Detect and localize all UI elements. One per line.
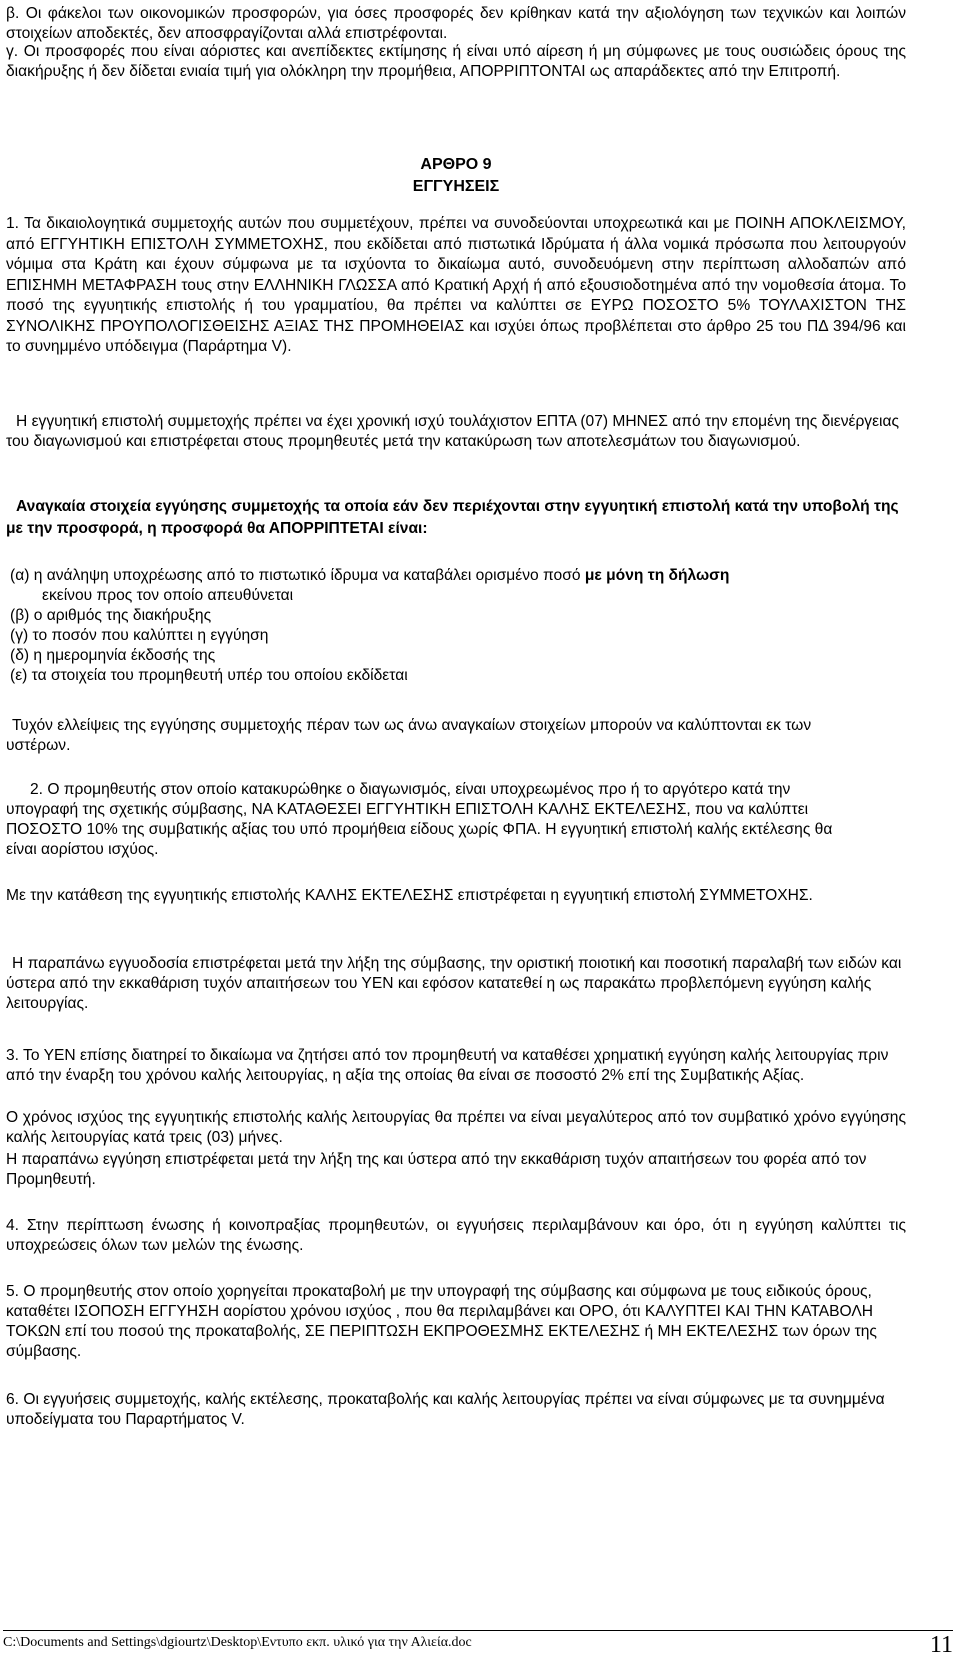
paragraph-6: 6. Οι εγγυήσεις συμμετοχής, καλής εκτέλεσης, προκαταβολής και καλής λειτουργίας πρέπει να είναι σύμφωνες με τα συνημμένα υποδείγματα του Παραρτήματος V. <box>6 1391 885 1428</box>
article-number: ΑΡΘΡΟ 9 <box>420 156 492 173</box>
page-footer <box>3 1630 953 1658</box>
paragraph-deposit: Με την κατάθεση της εγγυητικής επιστολής ΚΑΛΗΣ ΕΚΤΕΛΕΣΗΣ επιστρέφεται η εγγυητική επιστολή ΣΥΜΜΕΤΟΧΗΣ. <box>6 887 813 904</box>
list-item: (ε) τα στοιχεία του προμηθευτή υπέρ του οποίου εκδίδεται <box>10 667 408 684</box>
required-elements-list <box>6 566 906 686</box>
page-number: 11 <box>929 1632 953 1658</box>
list-item-continuation: εκείνου προς τον οποίο απευθύνεται <box>42 587 294 604</box>
paragraph-deficiencies: Τυχόν ελλείψεις της εγγύησης συμμετοχής πέραν των ως άνω αναγκαίων στοιχείων μπορούν να καλύπτονται εκ των υστέρων. <box>6 717 812 754</box>
list-item: (γ) το ποσόν που καλύπτει η εγγύηση <box>10 627 269 644</box>
article-heading <box>6 154 906 198</box>
paragraph-validity: Η εγγυητική επιστολή συμμετοχής πρέπει να έχει χρονική ισχύ τουλάχιστον ΕΠΤΑ (07) ΜΗΝΕΣ από την επομένη της διενέργειας του διαγωνισμού και επιστρέφεται στους προμηθευτές μετά την κατακύρωση των αποτελεσμάτων του διαγωνισμού. <box>6 413 900 450</box>
paragraph-4: 4. Στην περίπτωση ένωσης ή κοινοπραξίας προμηθευτών, οι εγγυήσεις περιλαμβάνουν και όρο, ότι η εγγύηση καλύπτει τις υποχρεώσεις όλων των μελών της ένωσης. <box>6 1217 906 1254</box>
paragraph-3-return: Η παραπάνω εγγύηση επιστρέφεται μετά την λήξη της και ύστερα από την εκκαθάριση τυχόν απαιτήσεων του φορέα από τον Προμηθευτή. <box>6 1151 867 1188</box>
footer-file-path: C:\Documents and Settings\dgiourtz\Desktop\Εντυπο εκπ. υλικό για την Αλιεία.doc <box>3 1635 472 1650</box>
paragraph-return: Η παραπάνω εγγυοδοσία επιστρέφεται μετά την λήξη της σύμβασης, την οριστική ποιοτική και ποσοτική παραλαβή των ειδών και ύστερα από την εκκαθάριση τυχόν απαιτήσεων του ΥΕΝ και εφόσον κατατεθεί η ως παρακάτω προβλεπόμενη εγγύηση καλής λειτουργίας. <box>6 955 902 1012</box>
paragraph-required-elements: Αναγκαία στοιχεία εγγύησης συμμετοχής τα οποία εάν δεν περιέχονται στην εγγυητική επιστολή κατά την υποβολή της με την προσφορά, η προσφορά θα ΑΠΟΡΡΙΠΤΕΤΑΙ είναι: <box>6 498 899 537</box>
paragraph-gamma: γ. Οι προσφορές που είναι αόριστες και ανεπίδεκτες εκτίμησης ή είναι υπό αίρεση ή μη σύμφωνες με τους ουσιώδεις όρους της διακήρυξης ή δεν δίδεται ενιαία τιμή για ολόκληρη την προμήθεια, ΑΠΟΡΡΙΠΤΟΝΤΑΙ ως απαράδεκτες από την Επιτροπή. <box>6 43 906 80</box>
list-item: (δ) η ημερομηνία έκδοσής της <box>10 647 216 664</box>
paragraph-5: 5. Ο προμηθευτής στον οποίο χορηγείται προκαταβολή με την υπογραφή της σύμβασης και σύμφωνα με τους ειδικούς όρους, καταθέτει ΙΣΟΠΟΣΗ ΕΓΓΥΗΣΗ αορίστου χρόνου ισχύος , που θα περιλαμβάνει και ΟΡΟ, ότι ΚΑΛΥΠΤΕΙ ΚΑΙ ΤΗΝ ΚΑΤΑΒΟΛΗ ΤΟΚΩΝ επί του ποσού της προκαταβολής, ΣΕ ΠΕΡΙΠΤΩΣΗ ΕΚΠΡΟΘΕΣΜΗΣ ΕΚΤΕΛΕΣΗΣ ή ΜΗ ΕΚΤΕΛΕΣΗΣ των όρων της σύμβασης. <box>6 1283 877 1360</box>
paragraph-beta: β. Οι φάκελοι των οικονομικών προσφορών, για όσες προσφορές δεν κρίθηκαν κατά την αξιολόγηση των τεχνικών και λοιπών στοιχείων αποδεκτές, δεν αποσφραγίζονται αλλά επιστρέφονται. <box>6 5 906 42</box>
paragraph-3: 3. Το ΥΕΝ επίσης διατηρεί το δικαίωμα να ζητήσει από τον προμηθευτή να καταθέσει χρηματική εγγύηση καλής λειτουργίας πριν από την έναρξη του χρόνου καλής λειτουργίας, η αξία της οποίας θα είναι σε ποσοστό 2% επί της Συμβατικής Αξίας. <box>6 1047 889 1084</box>
paragraph-2: 2. Ο προμηθευτής στον οποίο κατακυρώθηκε ο διαγωνισμός, είναι υποχρεωμένος προ ή το αργότερο κατά την υπογραφή της σχετικής σύμβασης, ΝΑ ΚΑΤΑΘΕΣΕΙ ΕΓΓΥΗΤΙΚΗ ΕΠΙΣΤΟΛΗ ΚΑΛΗΣ ΕΚΤΕΛΕΣΗΣ, που να καλύπτει ΠΟΣΟΣΤΟ 10% της συμβατικής αξίας του υπό προμήθεια είδους χωρίς ΦΠΑ. Η εγγυητική επιστολή καλής εκτέλεσης θα είναι αορίστου ισχύος. <box>6 781 833 858</box>
paragraph-3-duration: Ο χρόνος ισχύος της εγγυητικής επιστολής καλής λειτουργίας θα πρέπει να είναι μεγαλύτερος από τον συμβατικό χρόνο εγγύησης καλής λειτουργίας κατά τρεις (03) μήνες. <box>6 1109 906 1146</box>
article-title: ΕΓΓΥΗΣΕΙΣ <box>412 178 500 195</box>
paragraph-1: 1. Τα δικαιολογητικά συμμετοχής αυτών που συμμετέχουν, πρέπει να συνοδεύονται υποχρεωτικά και με ΠΟΙΝΗ ΑΠΟΚΛΕΙΣΜΟΥ, από ΕΓΓΥΗΤΙΚΗ ΕΠΙΣΤΟΛΗ ΣΥΜΜΕΤΟΧΗΣ, που εκδίδεται από πιστωτικά Ιδρύματα ή άλλα νομικά πρόσωπα που λειτουργούν νόμιμα στα Κράτη και έχουν σύμφωνα με τα ισχύοντα το δικαίωμα αυτό, συνοδευόμενη στην περίπτωση αλλοδαπών από ΕΠΙΣΗΜΗ ΜΕΤΑΦΡΑΣΗ τους στην ΕΛΛΗΝΙΚΗ ΓΛΩΣΣΑ από Κρατική Αρχή ή από εξουσιοδοτημένα από την νομοθεσία άτομα. Το ποσό της εγγυητικής επιστολής ή του γραμματίου, θα πρέπει να καλύπτει σε ΕΥΡΩ ΠΟΣΟΣΤΟ 5% ΤΟΥΛΑΧΙΣΤΟΝ ΤΗΣ ΣΥΝΟΛΙΚΗΣ ΠΡΟΥΠΟΛΟΓΙΣΘΕΙΣΗΣ ΑΞΙΑΣ ΤΗΣ ΠΡΟΜΗΘΕΙΑΣ και ισχύει όπως προβλέπεται στο άρθρο 25 του ΠΔ 394/96 και το συνημμένο υπόδειγμα (Παράρτημα V). <box>6 215 906 355</box>
list-item: (α) η ανάληψη υποχρέωσης από το πιστωτικό ίδρυμα να καταβάλει ορισμένο ποσό με μόνη τη δήλωση <box>10 567 730 584</box>
list-item: (β) ο αριθμός της διακήρυξης <box>10 607 212 624</box>
